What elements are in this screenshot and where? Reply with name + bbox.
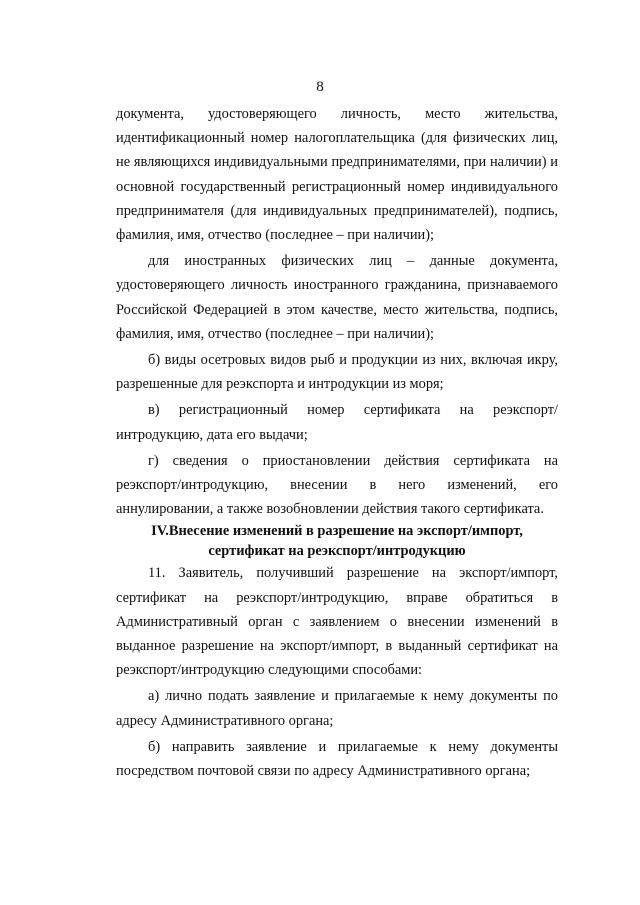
document-body	[116, 102, 558, 783]
paragraph-applicant-details: документа, удостоверяющего личность, место жительства, идентификационный номер налогоплательщика (для физических лиц, не являющихся индивидуальными предпринимателями, при наличии) и основной государственный регистрационный номер индивидуального предпринимателя (для индивидуальных предпринимателей), подпись, фамилия, имя, отчество (последнее – при наличии);	[116, 106, 558, 244]
paragraph-item-v: в) регистрационный номер сертификата на реэкспорт/интродукцию, дата его выдачи;	[116, 402, 558, 443]
page-number: 8	[316, 79, 324, 95]
paragraph-11-item-b: б) направить заявление и прилагаемые к нему документы посредством почтовой связи по адресу Административного органа;	[116, 738, 558, 780]
paragraph-11: 11. Заявитель, получивший разрешение на экспорт/импорт, сертификат на реэкспорт/интродукцию, вправе обратиться в Административный орган с заявлением о внесении изменений в выданное разрешение на экспорт/импорт, в выданный сертификат на реэкспорт/интродукцию следующими способами:	[116, 565, 558, 679]
paragraph-item-g: г) сведения о приостановлении действия сертификата на реэкспорт/интродукцию, внесении в него изменений, его аннулировании, а также возобновлении действия такого сертификата.	[116, 452, 558, 518]
paragraph-foreign-individuals: для иностранных физических лиц – данные документа, удостоверяющего личность иностранного гражданина, признаваемого Российской Федерацией в этом качестве, место жительства, подпись, фамилия, имя, отчество (последнее – при наличии);	[116, 253, 558, 342]
paragraph-item-b: б) виды осетровых видов рыб и продукции из них, включая икру, разрешенные для реэкспорта и интродукции из моря;	[116, 352, 558, 393]
paragraph-11-item-a: а) лично подать заявление и прилагаемые к нему документы по адресу Административного органа;	[116, 688, 558, 729]
section-heading-line-2: сертификат на реэкспорт/интродукцию	[208, 543, 466, 560]
section-heading	[116, 521, 558, 561]
section-heading-line-1: IV.Внесение изменений в разрешение на экспорт/импорт,	[151, 523, 523, 540]
